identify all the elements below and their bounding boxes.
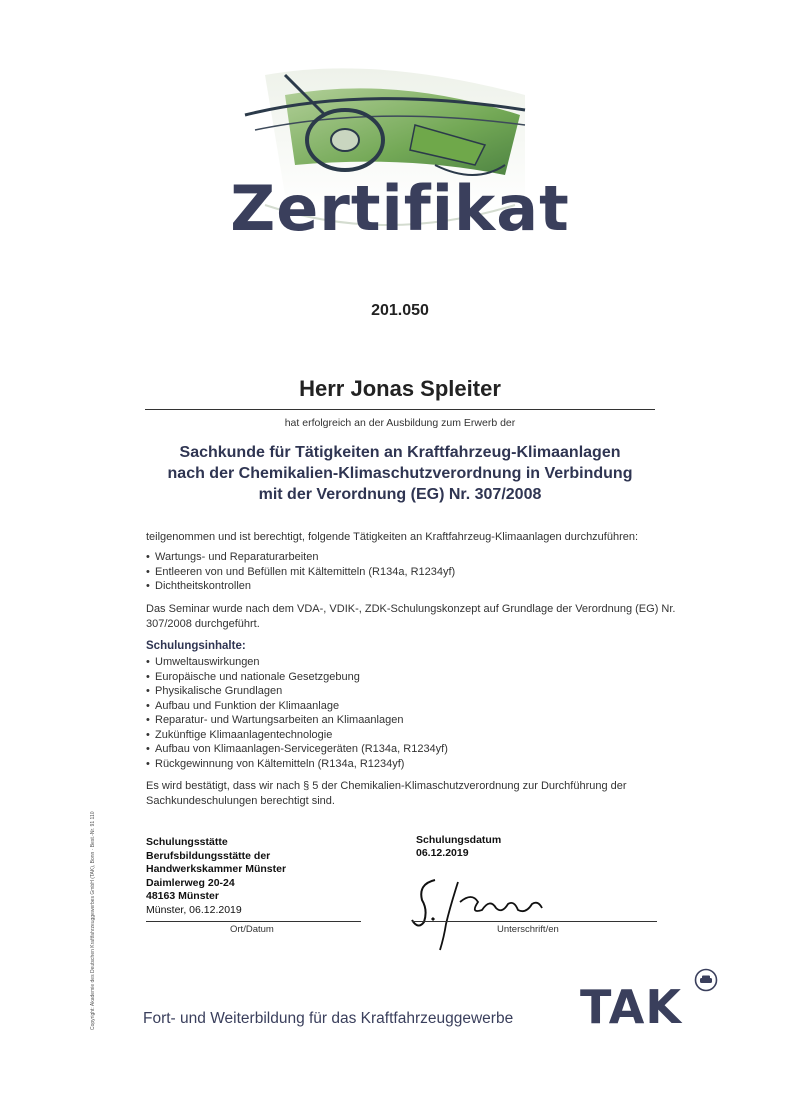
place-date: Münster, 06.12.2019: [146, 903, 242, 916]
car-emblem-icon: [694, 968, 718, 992]
list-item: • Umweltauswirkungen: [146, 655, 686, 670]
course-title-line: mit der Verordnung (EG) Nr. 307/2008: [258, 486, 542, 503]
course-title-line: nach der Chemikalien-Klimaschutzverordnung in Verbindung: [167, 465, 633, 482]
contents-list: [146, 655, 686, 771]
certificate-title: Zertifikat: [230, 172, 570, 245]
list-item: • Aufbau von Klimaanlagen-Servicegeräten (R134a, R1234yf): [146, 742, 686, 757]
venue-block: [146, 836, 286, 917]
copyright-note: Copyright: Akademie des Deutschen Kraftfahrzeuggewerbes GmbH (TAK), Bonn · Best.-Nr. 91 110: [90, 811, 96, 1030]
tak-logo: TAK: [580, 980, 683, 1034]
task-list: [146, 550, 686, 594]
list-item: • Physikalische Grundlagen: [146, 684, 686, 699]
handwritten-signature: [410, 862, 550, 952]
signature-divider: [412, 921, 657, 922]
recipient-name: Herr Jonas Spleiter: [299, 376, 501, 401]
list-item: • Europäische und nationale Gesetzgebung: [146, 670, 686, 685]
list-item: • Rückgewinnung von Kältemitteln (R134a, R1234yf): [146, 757, 686, 772]
signature-label: Unterschrift/en: [497, 924, 559, 935]
list-item: • Wartungs- und Reparaturarbeiten: [146, 550, 686, 565]
certificate-number: 201.050: [371, 302, 429, 319]
seminar-text: Das Seminar wurde nach dem VDA-, VDIK-, ZDK-Schulungskonzept auf Grundlage der Verordnung (EG) Nr. 307/2008 durchgeführt.: [146, 603, 676, 630]
recipient-intro: hat erfolgreich an der Ausbildung zum Erwerb der: [284, 417, 516, 429]
name-divider: [145, 409, 655, 410]
venue-line: Berufsbildungsstätte der: [146, 849, 271, 862]
venue-line: 48163 Münster: [146, 890, 219, 902]
contents-heading: Schulungsinhalte:: [146, 640, 246, 652]
training-date-block: [416, 834, 501, 860]
place-date-label: Ort/Datum: [230, 924, 274, 935]
venue-line: Daimlerweg 20-24: [146, 876, 235, 889]
confirmation-text: Es wird bestätigt, dass wir nach § 5 der Chemikalien-Klimaschutzverordnung zur Durchführung der Sachkundeschulungen berechtigt sind.: [146, 780, 627, 807]
list-item: • Dichtheitskontrollen: [146, 579, 686, 594]
venue-line: Handwerkskammer Münster: [146, 863, 287, 875]
training-date-label: Schulungsdatum: [416, 834, 502, 846]
footer-tagline: Fort- und Weiterbildung für das Kraftfahrzeuggewerbe: [143, 1010, 514, 1027]
venue-label: Schulungsstätte: [146, 836, 228, 848]
list-item: • Aufbau und Funktion der Klimaanlage: [146, 699, 686, 714]
place-date-divider: [146, 921, 361, 922]
list-item: • Zukünftige Klimaanlagentechnologie: [146, 728, 686, 743]
list-item: • Reparatur- und Wartungsarbeiten an Klimaanlagen: [146, 713, 686, 728]
training-date-value: 06.12.2019: [416, 847, 469, 859]
list-item: • Entleeren von und Befüllen mit Kältemitteln (R134a, R1234yf): [146, 565, 686, 580]
course-title-line: Sachkunde für Tätigkeiten an Kraftfahrzeug-Klimaanlagen: [179, 444, 621, 461]
course-title: [120, 442, 680, 505]
participation-text: teilgenommen und ist berechtigt, folgende Tätigkeiten an Kraftfahrzeug-Klimaanlagen durchzuführen:: [146, 531, 639, 543]
